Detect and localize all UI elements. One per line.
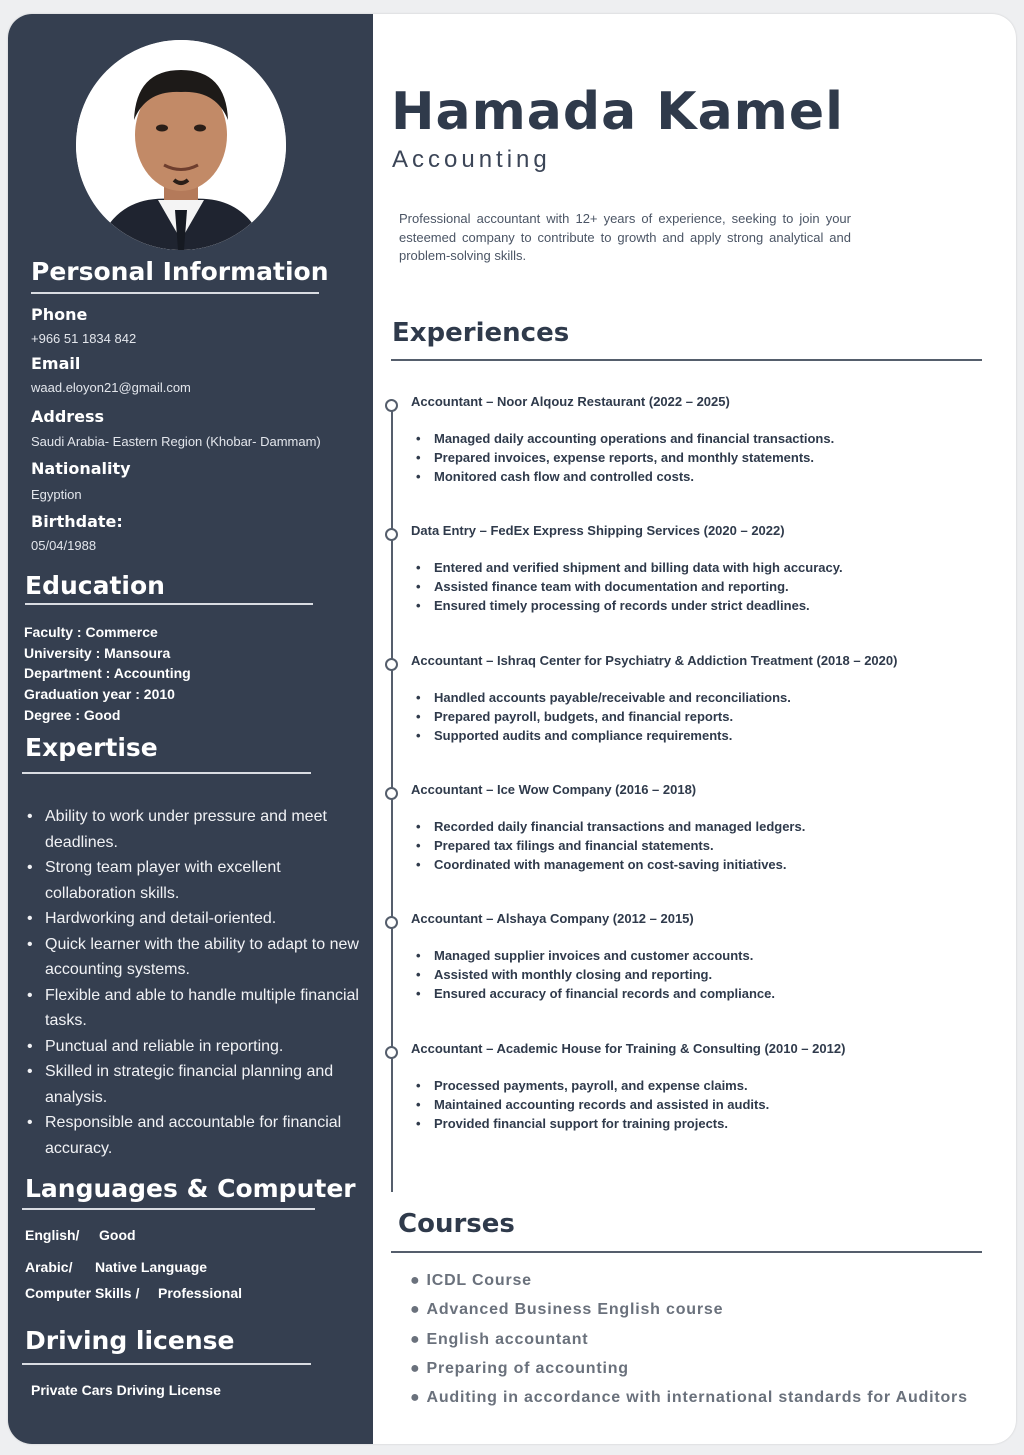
languages-title: Languages & Computer [25, 1174, 356, 1203]
email-value: waad.eloyon21@gmail.com [31, 380, 191, 395]
timeline-dot [385, 1046, 398, 1059]
birthdate-value: 05/04/1988 [31, 538, 97, 553]
nationality-label: Nationality [31, 459, 131, 478]
candidate-role: Accounting [392, 146, 551, 173]
education-divider [25, 603, 313, 605]
education-degree: Degree : Good [24, 707, 121, 723]
experiences-divider [391, 359, 982, 361]
experience-bullet: • Supported audits and compliance requirements. [434, 726, 791, 745]
experience-title: Accountant – Noor Alqouz Restaurant (2022 – 2025) [411, 394, 730, 409]
course-item [410, 1295, 968, 1324]
experience-bullet: • Ensured timely processing of records under strict deadlines. [434, 596, 843, 615]
computer-skills-name: Computer Skills / [25, 1285, 140, 1301]
experience-bullets [434, 688, 791, 745]
experience-bullet: • Prepared payroll, budgets, and financial reports. [434, 707, 791, 726]
course-item [410, 1383, 968, 1412]
language-english-level: Good [99, 1227, 136, 1243]
bullet-icon: ● [410, 1301, 421, 1319]
experience-bullet: • Managed daily accounting operations and financial transactions. [434, 429, 834, 448]
address-label: Address [31, 407, 105, 426]
experience-bullet: • Managed supplier invoices and customer accounts. [434, 946, 775, 965]
experience-bullet: • Recorded daily financial transactions and managed ledgers. [434, 817, 805, 836]
experience-bullet: • Ensured accuracy of financial records and compliance. [434, 984, 775, 1003]
experience-bullet: • Prepared tax filings and financial statements. [434, 836, 805, 855]
timeline-dot [385, 916, 398, 929]
language-arabic-level: Native Language [95, 1259, 208, 1275]
course-item [410, 1266, 968, 1295]
experience-title: Data Entry – FedEx Express Shipping Services (2020 – 2022) [411, 523, 785, 538]
resume-page [8, 14, 1016, 1444]
personal-info-title: Personal Information [31, 257, 329, 286]
expertise-item: • Ability to work under pressure and meet deadlines. [24, 804, 364, 855]
course-label: Preparing of accounting [426, 1359, 629, 1377]
expertise-list [24, 804, 364, 1161]
education-university: University : Mansoura [24, 645, 171, 661]
experience-bullet: • Assisted finance team with documentation and reporting. [434, 577, 843, 596]
course-label: English accountant [426, 1330, 589, 1348]
course-label: Advanced Business English course [426, 1301, 724, 1319]
education-faculty: Faculty : Commerce [24, 624, 158, 640]
expertise-title: Expertise [25, 733, 158, 762]
experiences-title: Experiences [392, 318, 570, 348]
courses-list [410, 1266, 968, 1412]
experience-title: Accountant – Academic House for Training & Consulting (2010 – 2012) [411, 1041, 846, 1056]
expertise-divider [22, 772, 311, 774]
bullet-icon: ● [410, 1330, 421, 1348]
experience-bullet: • Provided financial support for training projects. [434, 1114, 769, 1133]
experience-bullets [434, 946, 775, 1003]
nationality-value: Egyption [31, 487, 82, 502]
courses-divider [391, 1251, 982, 1253]
timeline-dot [385, 787, 398, 800]
profile-photo-graphic [76, 40, 286, 250]
experience-bullet: • Entered and verified shipment and billing data with high accuracy. [434, 558, 843, 577]
experience-bullets [434, 1076, 769, 1133]
experience-bullet: • Maintained accounting records and assisted in audits. [434, 1095, 769, 1114]
education-title: Education [25, 571, 165, 600]
personal-info-divider [31, 292, 319, 294]
timeline-dot [385, 658, 398, 671]
experience-title: Accountant – Ishraq Center for Psychiatry & Addiction Treatment (2018 – 2020) [411, 653, 898, 668]
experience-bullet: • Monitored cash flow and controlled costs. [434, 467, 834, 486]
expertise-item: • Strong team player with excellent collaboration skills. [24, 855, 364, 906]
email-label: Email [31, 354, 81, 373]
language-arabic-name: Arabic/ [25, 1259, 73, 1275]
experience-bullet: • Processed payments, payroll, and expense claims. [434, 1076, 769, 1095]
bullet-icon: ● [410, 1389, 421, 1407]
experience-bullets [434, 558, 843, 615]
expertise-item: • Skilled in strategic financial planning and analysis. [24, 1059, 364, 1110]
profile-photo [76, 40, 286, 250]
sidebar [8, 14, 373, 1444]
driving-license-value: Private Cars Driving License [31, 1382, 221, 1398]
experience-bullet: • Coordinated with management on cost-saving initiatives. [434, 855, 805, 874]
bullet-icon: ● [410, 1272, 421, 1289]
experience-title: Accountant – Ice Wow Company (2016 – 2018) [411, 782, 697, 797]
education-graduation-year: Graduation year : 2010 [24, 686, 175, 702]
bullet-icon: ● [410, 1359, 421, 1377]
candidate-name: Hamada Kamel [391, 82, 844, 142]
experience-bullet: • Assisted with monthly closing and reporting. [434, 965, 775, 984]
driving-license-divider [22, 1363, 311, 1365]
experience-title: Accountant – Alshaya Company (2012 – 2015) [411, 911, 694, 926]
expertise-item: • Responsible and accountable for financial accuracy. [24, 1110, 364, 1161]
course-label: Auditing in accordance with international standards for Auditors [426, 1389, 968, 1407]
expertise-item: • Punctual and reliable in reporting. [24, 1034, 364, 1060]
profile-summary: Professional accountant with 12+ years of experience, seeking to join your esteemed company to contribute to growth and apply strong analytical and problem-solving skills. [399, 211, 851, 263]
course-label: ICDL Course [426, 1272, 532, 1289]
expertise-item: • Hardworking and detail-oriented. [24, 906, 364, 932]
address-value: Saudi Arabia- Eastern Region (Khobar- Dammam) [31, 434, 321, 449]
course-item [410, 1354, 968, 1383]
phone-value: +966 51 1834 842 [31, 331, 137, 346]
education-department: Department : Accounting [24, 665, 191, 681]
expertise-item: • Quick learner with the ability to adapt to new accounting systems. [24, 932, 364, 983]
expertise-item: • Flexible and able to handle multiple financial tasks. [24, 983, 364, 1034]
computer-skills-level: Professional [158, 1285, 243, 1301]
experience-bullet: • Prepared invoices, expense reports, and monthly statements. [434, 448, 834, 467]
birthdate-label: Birthdate: [31, 512, 123, 531]
timeline-dot [385, 528, 398, 541]
language-english-name: English/ [25, 1227, 80, 1243]
phone-label: Phone [31, 305, 88, 324]
driving-license-title: Driving license [25, 1326, 235, 1355]
experience-bullets [434, 429, 834, 486]
timeline-dot [385, 399, 398, 412]
courses-title: Courses [398, 1209, 515, 1239]
languages-divider [22, 1208, 315, 1210]
course-item [410, 1325, 968, 1354]
experience-bullets [434, 817, 805, 874]
experience-bullet: • Handled accounts payable/receivable and reconciliations. [434, 688, 791, 707]
